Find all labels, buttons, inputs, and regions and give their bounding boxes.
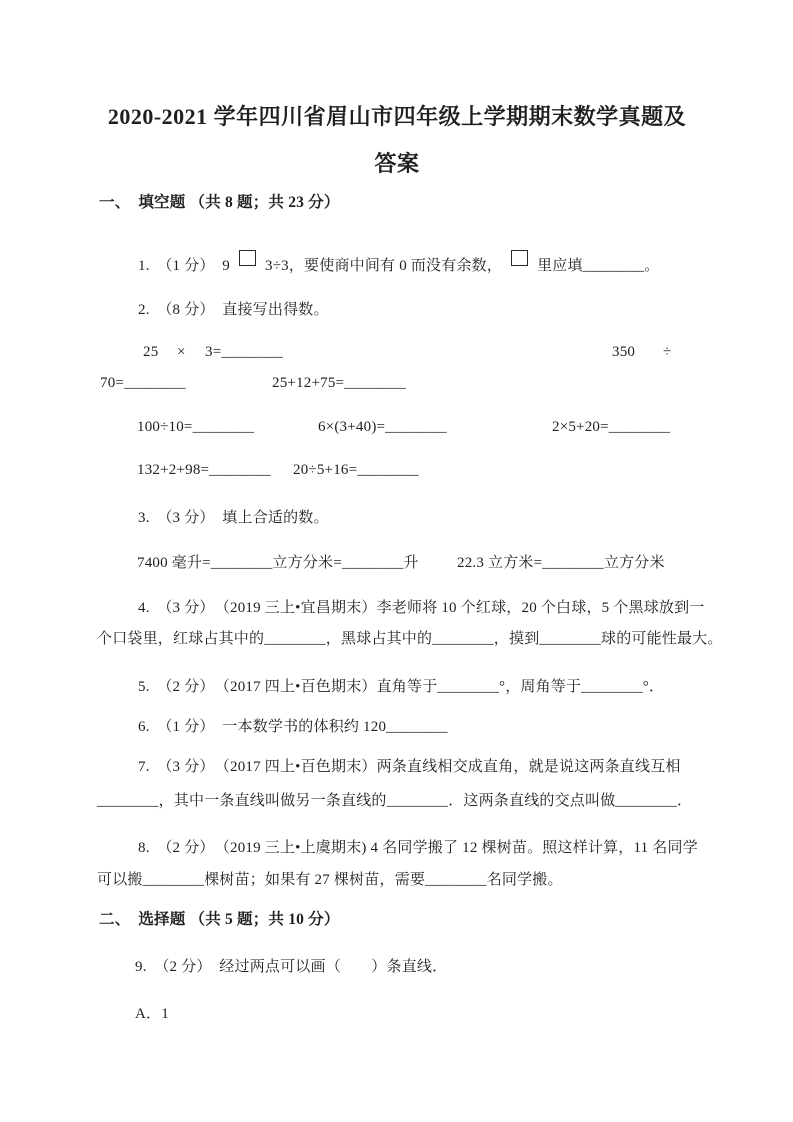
calc-expression: 25+12+75=________ [272, 375, 406, 391]
blank-box-icon [511, 250, 528, 266]
blank-box-icon [239, 250, 256, 266]
calc-row-1 [0, 344, 793, 364]
calc-row-4 [0, 462, 793, 482]
calc-row-3 [0, 419, 793, 439]
calc-expression: 100÷10=________ [137, 419, 255, 435]
calc-expression: 350 [612, 344, 636, 360]
calc-expression: ÷ [663, 344, 672, 360]
calc-expression: 2×5+20=________ [552, 419, 671, 435]
question-4-line-2: 个口袋里，红球占其中的________，黑球占其中的________，摸到________球的可能性最大。 [97, 631, 723, 647]
question-3-fill-a: 7400 毫升=________立方分米=________升 [137, 555, 419, 571]
section-fill-blanks-heading: 一、 填空题 （共 8 题；共 23 分） [99, 194, 340, 211]
question-9: 9. （2 分） 经过两点可以画（ ）条直线． [135, 959, 448, 975]
calc-expression: 25 [143, 344, 159, 360]
question-3-fill-b: 22.3 立方米=________立方分米 [457, 555, 665, 571]
question-1-post: 里应填________。 [537, 258, 660, 274]
question-1 [138, 250, 659, 276]
question-3-fill-line [0, 551, 793, 571]
question-5: 5. （2 分） （2017 四上•百色期末）直角等于________°，周角等于________°． [138, 679, 665, 695]
exam-title-line-2: 答案 [374, 151, 420, 176]
exam-title-line-1: 2020-2021 学年四川省眉山市四年级上学期期末数学真题及 [107, 104, 687, 129]
calc-expression: 70=________ [100, 375, 186, 391]
calc-expression: 3=________ [205, 344, 283, 360]
question-1-mid: 3÷3，要使商中间有 0 而没有余数， [265, 258, 503, 274]
calc-expression: 20÷5+16=________ [293, 462, 419, 478]
question-1-pre: 1. （1 分） 9 [138, 258, 231, 274]
question-7-line-1: 7. （3 分） （2017 四上•百色期末）两条直线相交成直角，就是说这两条直线互相 [138, 759, 681, 775]
question-8-line-2: 可以搬________棵树苗；如果有 27 棵树苗，需要________名同学搬。 [97, 872, 563, 888]
question-7-line-2: ________，其中一条直线叫做另一条直线的________．这两条直线的交点叫做________． [97, 793, 693, 809]
question-3: 3. （3 分） 填上合适的数。 [138, 510, 329, 526]
question-6: 6. （1 分） 一本数学书的体积约 120________ [138, 719, 448, 735]
calc-row-2 [0, 375, 793, 395]
question-8-line-1: 8. （2 分） （2019 三上•上虞期末) 4 名同学搬了 12 棵树苗。照这样计算，11 名同学 [138, 840, 698, 856]
question-4-line-1: 4. （3 分） （2019 三上•宜昌期末）李老师将 10 个红球，20 个白球，5 个黑球放到一 [138, 600, 705, 616]
question-2: 2. （8 分） 直接写出得数。 [138, 302, 329, 318]
section-multiple-choice-heading: 二、 选择题 （共 5 题；共 10 分） [99, 911, 340, 928]
question-9-option-a: A．1 [135, 1006, 169, 1022]
calc-expression: 6×(3+40)=________ [318, 419, 447, 435]
calc-expression: × [177, 344, 186, 360]
calc-expression: 132+2+98=________ [137, 462, 271, 478]
